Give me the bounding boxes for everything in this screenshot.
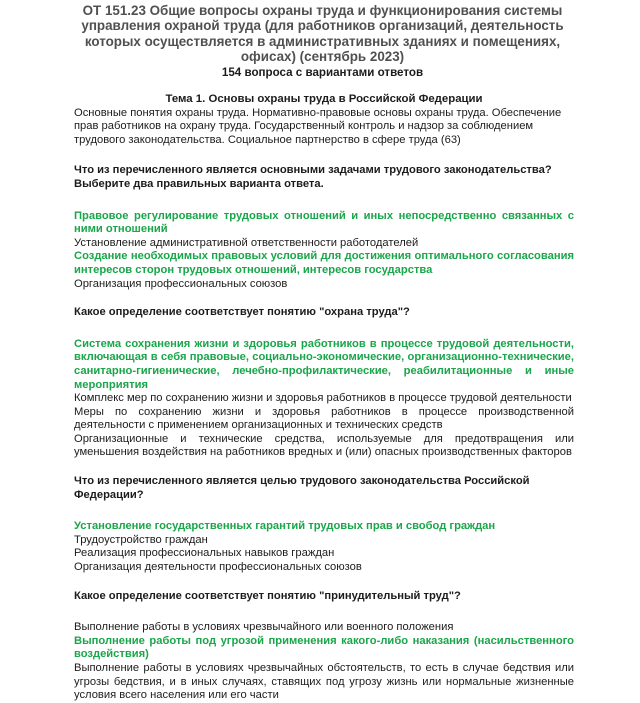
- answer-option: Выполнение работы в условиях чрезвычайных обстоятельств, то есть в случае бедствия или угрозы бедствия, и в иных случаях, ставящих под угрозу жизнь или нормальные жизненные условия всего населения или его части: [74, 662, 574, 702]
- answer-option-correct: Создание необходимых правовых условий для достижения оптимального согласования интересов сторон трудовых отношений, интересов государства: [74, 250, 574, 276]
- answer-option-correct: Установление государственных гарантий трудовых прав и свобод граждан: [74, 520, 496, 533]
- spacer: [74, 575, 574, 590]
- question-block: [74, 475, 574, 575]
- answer-option-correct: Система сохранения жизни и здоровья работников в процессе трудовой деятельности, включающая в себя правовые, социально-экономические, организационно-технические, санитарно-гигиенические, лечебно-профилактические, реабилитационные и иные мероприятия: [74, 337, 574, 391]
- answer-option: Реализация профессиональных навыков граждан: [74, 547, 335, 560]
- question-text: Какое определение соответствует понятию "охрана труда"?: [74, 306, 410, 319]
- document-body: [74, 93, 574, 703]
- answer-option: Организация профессиональных союзов: [74, 277, 288, 290]
- answer-option: Меры по сохранению жизни и здоровья работников в процессе производственной деятельности с применением организационных и технических средств: [74, 405, 574, 432]
- document-title: ОТ 151.23 Общие вопросы охраны труда и функционирования системы управления охраной труда (для работников организаций, деятельность которых осуществляется в административных зданиях и помещениях, офисах) (сентябрь 2023): [81, 3, 564, 65]
- answer-option: Комплекс мер по сохранению жизни и здоровья работников в процессе трудовой деятельности: [74, 392, 572, 405]
- spacer: [74, 460, 574, 475]
- question-text: Что из перечисленного является основными задачами трудового законодательства? Выберите два правильных варианта ответа.: [74, 164, 552, 190]
- spacer: [74, 291, 574, 306]
- question-block: [74, 164, 574, 291]
- answer-option: Установление административной ответственности работодателей: [74, 236, 419, 249]
- question-text: Какое определение соответствует понятию "принудительный труд"?: [74, 589, 461, 602]
- spacer: [74, 154, 574, 164]
- question-block: [74, 306, 574, 460]
- answer-option-correct: Правовое регулирование трудовых отношений и иных непосредственно связанных с ними отношений: [74, 209, 574, 236]
- document-subtitle: 154 вопроса с вариантами ответов: [221, 66, 424, 79]
- answer-option-correct: Выполнение работы под угрозой применения какого-либо наказания (насильственного воздействия): [74, 634, 574, 661]
- topic-title: Тема 1. Основы охраны труда в Российской Федерации: [165, 93, 483, 105]
- answer-option: Выполнение работы в условиях чрезвычайного или военного положения: [74, 621, 454, 634]
- answer-option: Трудоустройство граждан: [74, 533, 208, 546]
- topic-description: Основные понятия охраны труда. Нормативно-правовые основы охраны труда. Обеспечение прав работников на охрану труда. Государственный контроль и надзор за соблюдением трудового законодательства. Социальное партнерство в сфере труда (63): [74, 106, 562, 146]
- question-block: [74, 590, 574, 703]
- question-text: Что из перечисленного является целью трудового законодательства Российской Федерации?: [74, 475, 530, 501]
- answer-option: Организационные и технические средства, используемые для предотвращения или уменьшения воздействия на работников вредных и (или) опасных производственных факторов: [74, 432, 574, 459]
- answer-option: Организация деятельности профессиональных союзов: [74, 561, 362, 574]
